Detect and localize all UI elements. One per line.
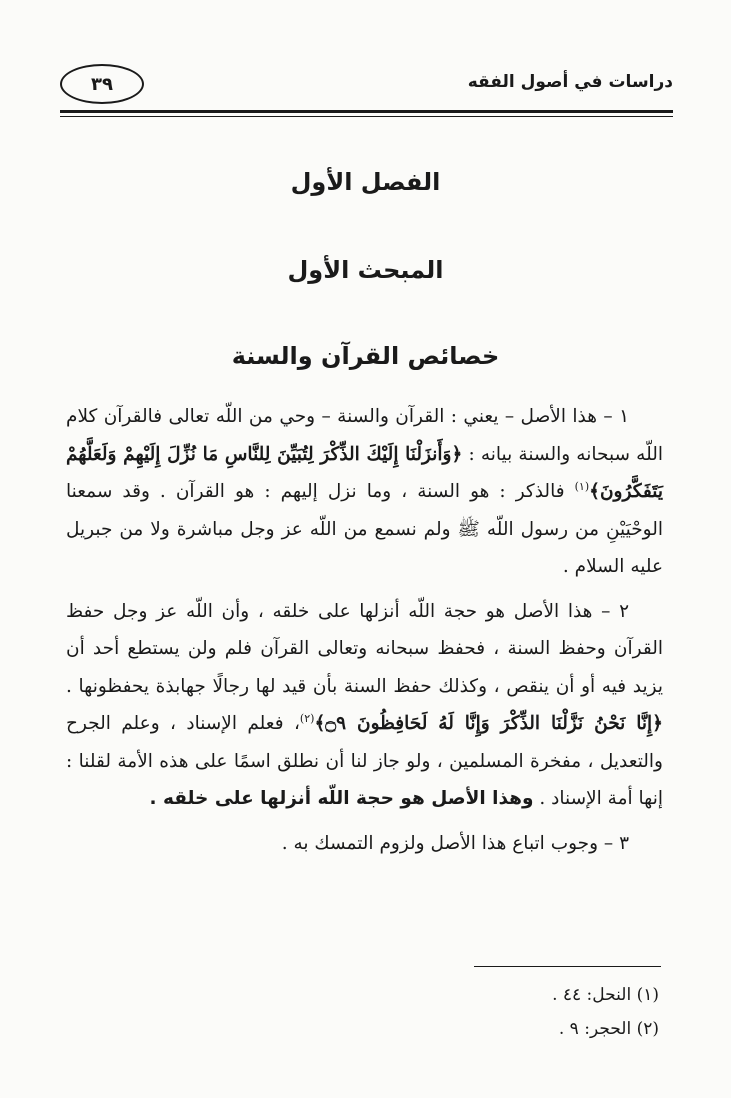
paragraph-2-text-a: ٢ – هذا الأصل هو حجة اللّه أنزلها على خلقه ، وأن اللّه عز وجل حفظ القرآن وحفظ السنة ، فحفظ سبحانه وتعالى القرآن فلم ولن يستطع أحد أن يزيد فيه أو أن ينقص ، وكذلك حفظ السنة بأن قيد لها رجالًا جهابذة يحفظونها . xyxy=(66,600,663,697)
subsection-heading: خصائص القرآن والسنة xyxy=(231,342,500,370)
footnote-2: (٢) الحجر: ٩ . xyxy=(558,1019,659,1039)
paragraph-3: ٣ – وجوب اتباع هذا الأصل ولزوم التمسك به . xyxy=(281,832,629,854)
footnote-ref-2: (٢) xyxy=(299,711,315,725)
chapter-heading: الفصل الأول xyxy=(290,168,441,196)
page-number: ٣٩ xyxy=(60,64,144,104)
quran-verse-1: ﴿وَأَنزَلْنَا إِلَيْكَ الذِّكْرَ لِتُبَيِّنَ لِلنَّاسِ مَا نُزِّلَ إِلَيْهِمْ وَلَعَلَّهُمْ يَتَفَكَّرُونَ﴾ xyxy=(66,443,663,502)
page-header xyxy=(60,64,673,108)
paragraph-2-text-b: ، فعلم الإسناد ، وعلم الجرح والتعديل ، مفخرة المسلمين ، ولو جاز لنا أن نطلق اسمًا على هذه الأمة لقلنا : إنها أمة الإسناد . xyxy=(66,713,663,809)
book-title: دراسات في أصول الفقه xyxy=(467,72,673,92)
paragraph-2-bold-conclusion: وهذا الأصل هو حجة اللّه أنزلها على خلقه . xyxy=(149,788,534,809)
header-rule-thick xyxy=(60,110,673,113)
footnote-ref-1: (١) xyxy=(574,479,590,493)
section-heading: المبحث الأول xyxy=(287,256,444,284)
footnote-1: (١) النحل: ٤٤ . xyxy=(552,985,659,1005)
quran-verse-2: ﴿إِنَّا نَحْنُ نَزَّلْنَا الذِّكْرَ وَإِنَّا لَهُ لَحَافِظُونَ ۝٩﴾ xyxy=(314,713,664,734)
header-rule-thin xyxy=(60,116,673,117)
paragraph-2 xyxy=(66,593,663,818)
paragraph-1-text-b: فالذكر : هو السنة ، وما نزل إليهم : هو القرآن . وقد سمعنا الوحْيَيْنِ من رسول اللّه ﷺ ولم نسمع من اللّه عز وجل مباشرة ولا من جبريل عليه السلام . xyxy=(66,481,663,577)
paragraph-1-text-a: ١ – هذا الأصل – يعني : القرآن والسنة – وحي من اللّه تعالى فالقرآن كلام اللّه سبحانه والسنة بيانه : xyxy=(66,406,664,465)
body-text xyxy=(66,398,663,869)
footnotes xyxy=(66,978,659,1046)
paragraph-1 xyxy=(66,398,663,586)
footnote-separator xyxy=(474,966,661,967)
